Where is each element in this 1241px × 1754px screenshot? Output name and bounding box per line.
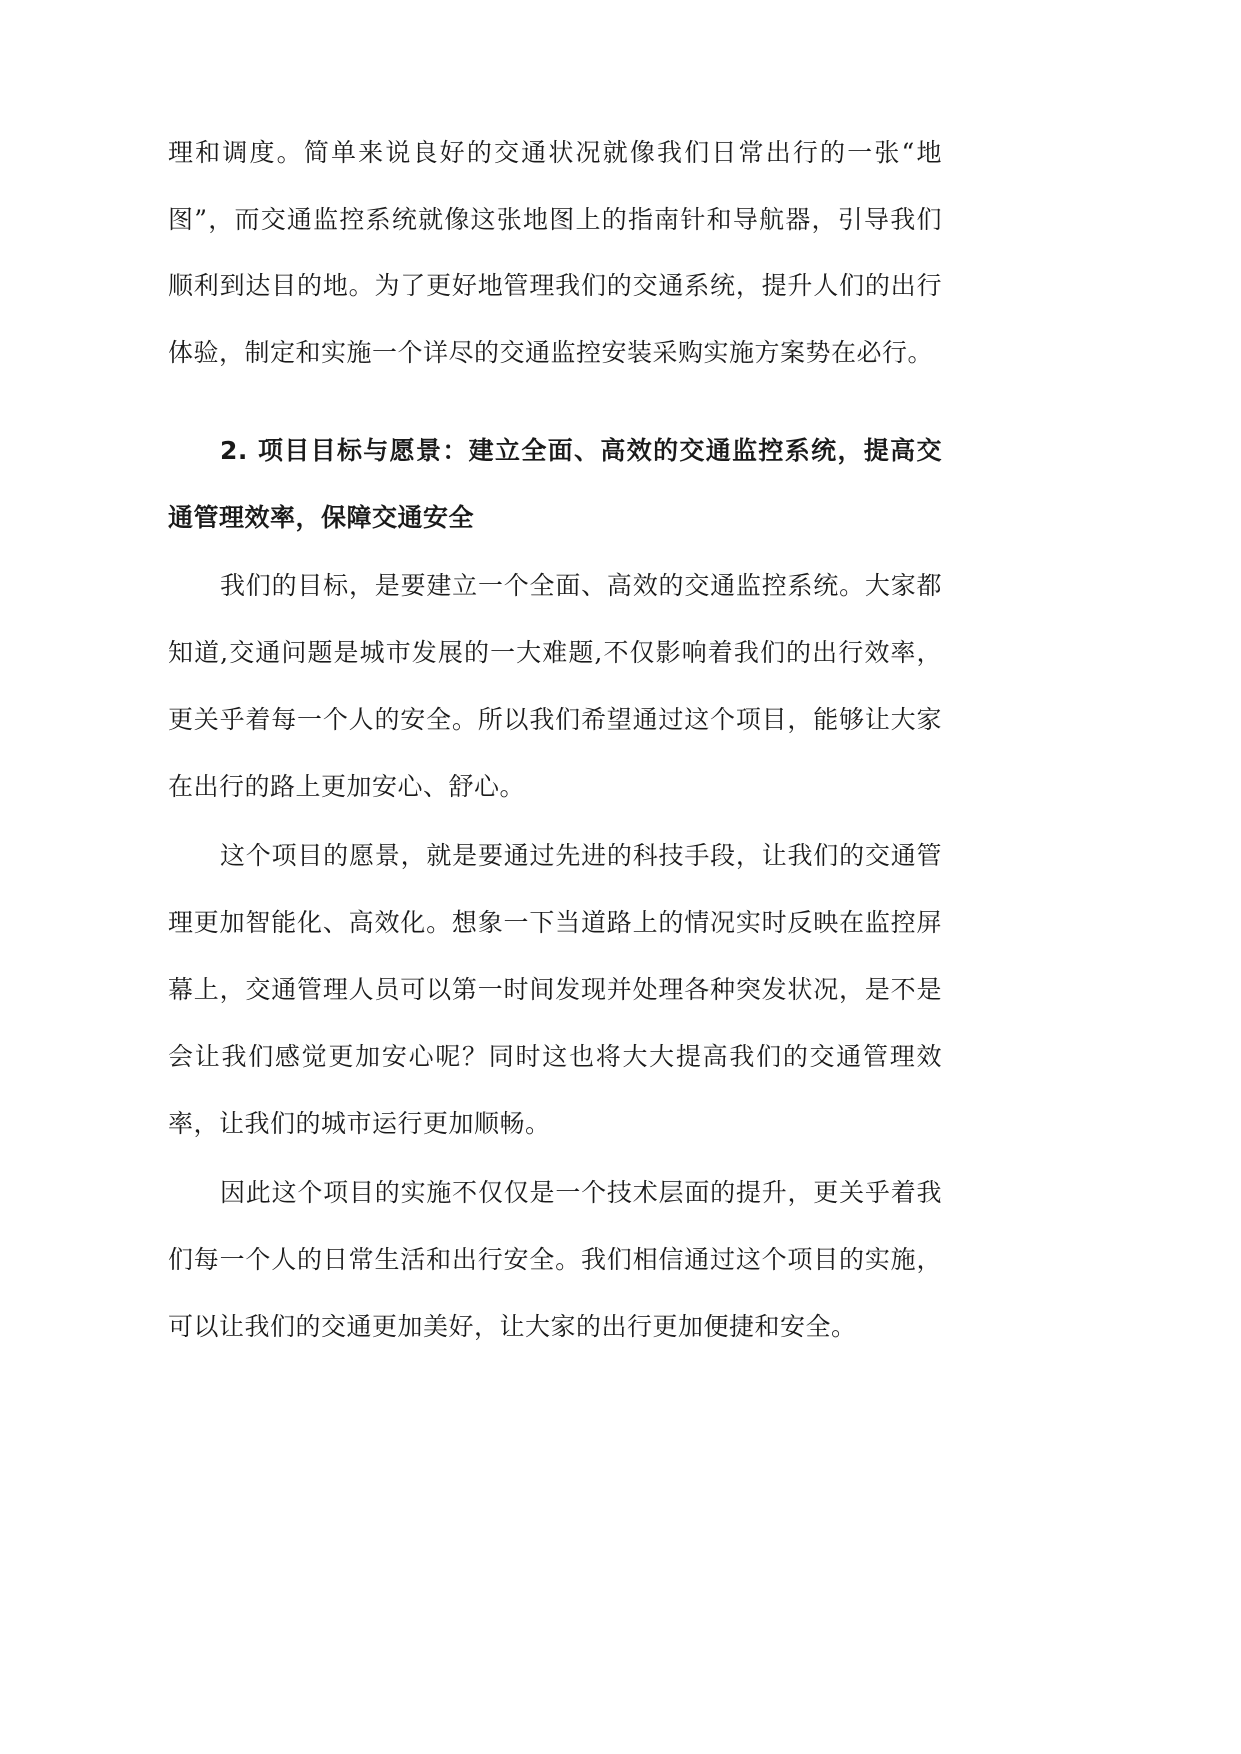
- text-line: 们每一个人的日常生活和出行安全。我们相信通过这个项目的实施，: [168, 1245, 942, 1274]
- text-line: 率，让我们的城市运行更加顺畅。: [168, 1109, 551, 1138]
- heading-line: 2. 项目目标与愿景：建立全面、高效的交通监控系统，提高交: [220, 436, 942, 465]
- heading-line: 通管理效率，保障交通安全: [168, 503, 475, 532]
- text-line: 体验，制定和实施一个详尽的交通监控安装采购实施方案势在必行。: [168, 338, 934, 367]
- text-line: 更关乎着每一个人的安全。所以我们希望通过这个项目，能够让大家: [168, 705, 942, 734]
- text-line: 我们的目标，是要建立一个全面、高效的交通监控系统。大家都: [220, 571, 942, 600]
- text-line: 因此这个项目的实施不仅仅是一个技术层面的提升，更关乎着我: [220, 1178, 942, 1207]
- text-line: 知道,交通问题是城市发展的一大难题,不仅影响着我们的出行效率，: [168, 638, 942, 667]
- text-line: 幕上，交通管理人员可以第一时间发现并处理各种突发状况，是不是: [168, 975, 942, 1004]
- text-line: 理和调度。简单来说良好的交通状况就像我们日常出行的一张“地: [168, 138, 942, 167]
- text-line: 理更加智能化、高效化。想象一下当道路上的情况实时反映在监控屏: [168, 908, 942, 937]
- text-line: 在出行的路上更加安心、舒心。: [168, 772, 526, 801]
- text-line: 可以让我们的交通更加美好，让大家的出行更加便捷和安全。: [168, 1312, 857, 1341]
- text-line: 会让我们感觉更加安心呢？同时这也将大大提高我们的交通管理效: [168, 1042, 942, 1071]
- document-page: [168, 0, 942, 1556]
- text-line: 这个项目的愿景，就是要通过先进的科技手段，让我们的交通管: [220, 841, 942, 870]
- text-line: 顺利到达目的地。为了更好地管理我们的交通系统，提升人们的出行: [168, 271, 942, 300]
- text-line: 图”，而交通监控系统就像这张地图上的指南针和导航器，引导我们: [168, 205, 942, 234]
